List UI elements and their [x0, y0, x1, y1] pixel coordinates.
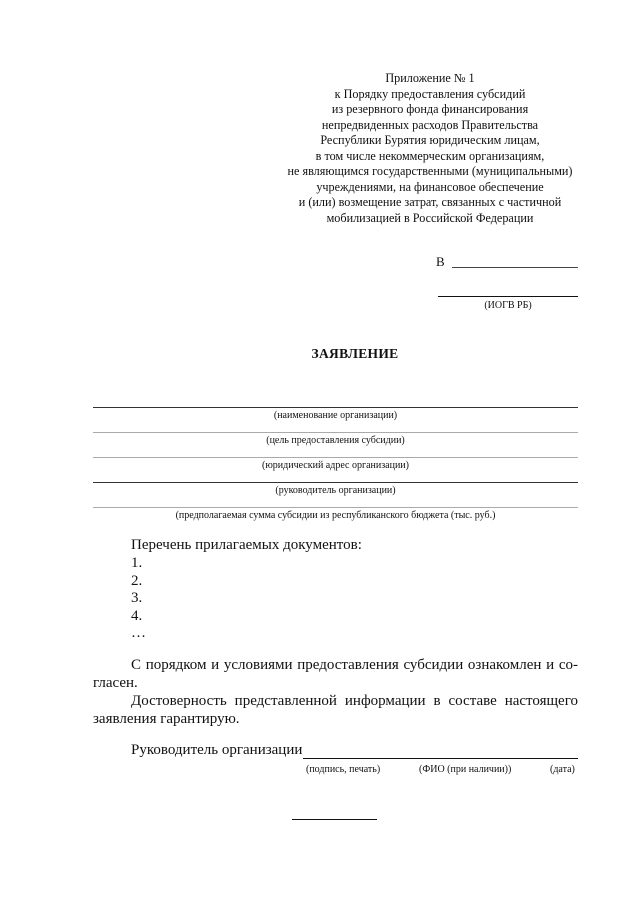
addressee-organ-line — [438, 296, 578, 297]
end-of-document-line — [292, 819, 377, 820]
field-caption: (наименование организации) — [273, 410, 398, 421]
appendix-line: в том числе некоммерческим организациям, — [315, 148, 545, 163]
field-line — [93, 482, 578, 483]
field-caption: (юридический адрес организации) — [262, 460, 409, 471]
field-org-name — [93, 407, 578, 422]
agreement-paragraph: С порядком и условиями предоставления субсидии ознакомлен и со-гласен. — [93, 657, 578, 691]
appendix-line: учреждениями, на финансовое обеспечение — [316, 179, 544, 194]
appendix-line: Приложение № 1 — [385, 71, 475, 85]
field-org-head — [93, 482, 578, 497]
fio-caption: (ФИО (при наличии)) — [419, 764, 512, 775]
documents-list — [131, 555, 146, 643]
documents-list-item: 1. — [131, 555, 143, 571]
addressee-blank-line — [452, 267, 578, 268]
reliability-paragraph: Достоверность представленной информации в составе настоящего заявления гарантирую. — [93, 693, 578, 727]
field-subsidy-purpose — [93, 432, 578, 447]
document-title: ЗАЯВЛЕНИЕ — [311, 346, 399, 361]
documents-list-item: 2. — [131, 572, 143, 589]
field-caption: (руководитель организации) — [275, 485, 396, 496]
addressee-prefix: В — [436, 254, 445, 269]
field-line — [93, 457, 578, 458]
documents-list-item: … — [131, 625, 146, 641]
appendix-line: из резервного фонда финансирования — [331, 102, 529, 116]
addressee-caption: (ИОГВ РБ) — [484, 300, 532, 311]
field-line — [93, 432, 578, 433]
appendix-line: непредвиденных расходов Правительства — [321, 117, 539, 132]
signature-label: Руководитель организации — [131, 742, 303, 758]
date-caption: (дата) — [550, 764, 575, 775]
signature-caption: (подпись, печать) — [306, 764, 381, 775]
appendix-header — [260, 71, 600, 226]
appendix-line: мобилизацией в Российской Федерации — [326, 210, 534, 225]
documents-list-title: Перечень прилагаемых документов: — [131, 537, 362, 553]
signature-line — [303, 758, 578, 759]
documents-list-item: 3. — [131, 590, 143, 606]
appendix-line: Республики Бурятия юридическим лицам, — [320, 133, 540, 147]
field-line — [93, 507, 578, 508]
field-legal-address — [93, 457, 578, 472]
field-line — [93, 407, 578, 408]
appendix-line: к Порядку предоставления субсидий — [334, 86, 526, 101]
appendix-line: и (или) возмещение затрат, связанных с частичной — [298, 195, 562, 209]
documents-list-item: 4. — [131, 607, 143, 624]
field-subsidy-amount — [93, 507, 578, 522]
field-caption: (цель предоставления субсидии) — [266, 435, 405, 446]
appendix-line: не являющимся государственными (муниципальными) — [287, 164, 573, 178]
field-caption: (предполагаемая сумма субсидии из республиканского бюджета (тыс. руб.) — [175, 510, 496, 521]
